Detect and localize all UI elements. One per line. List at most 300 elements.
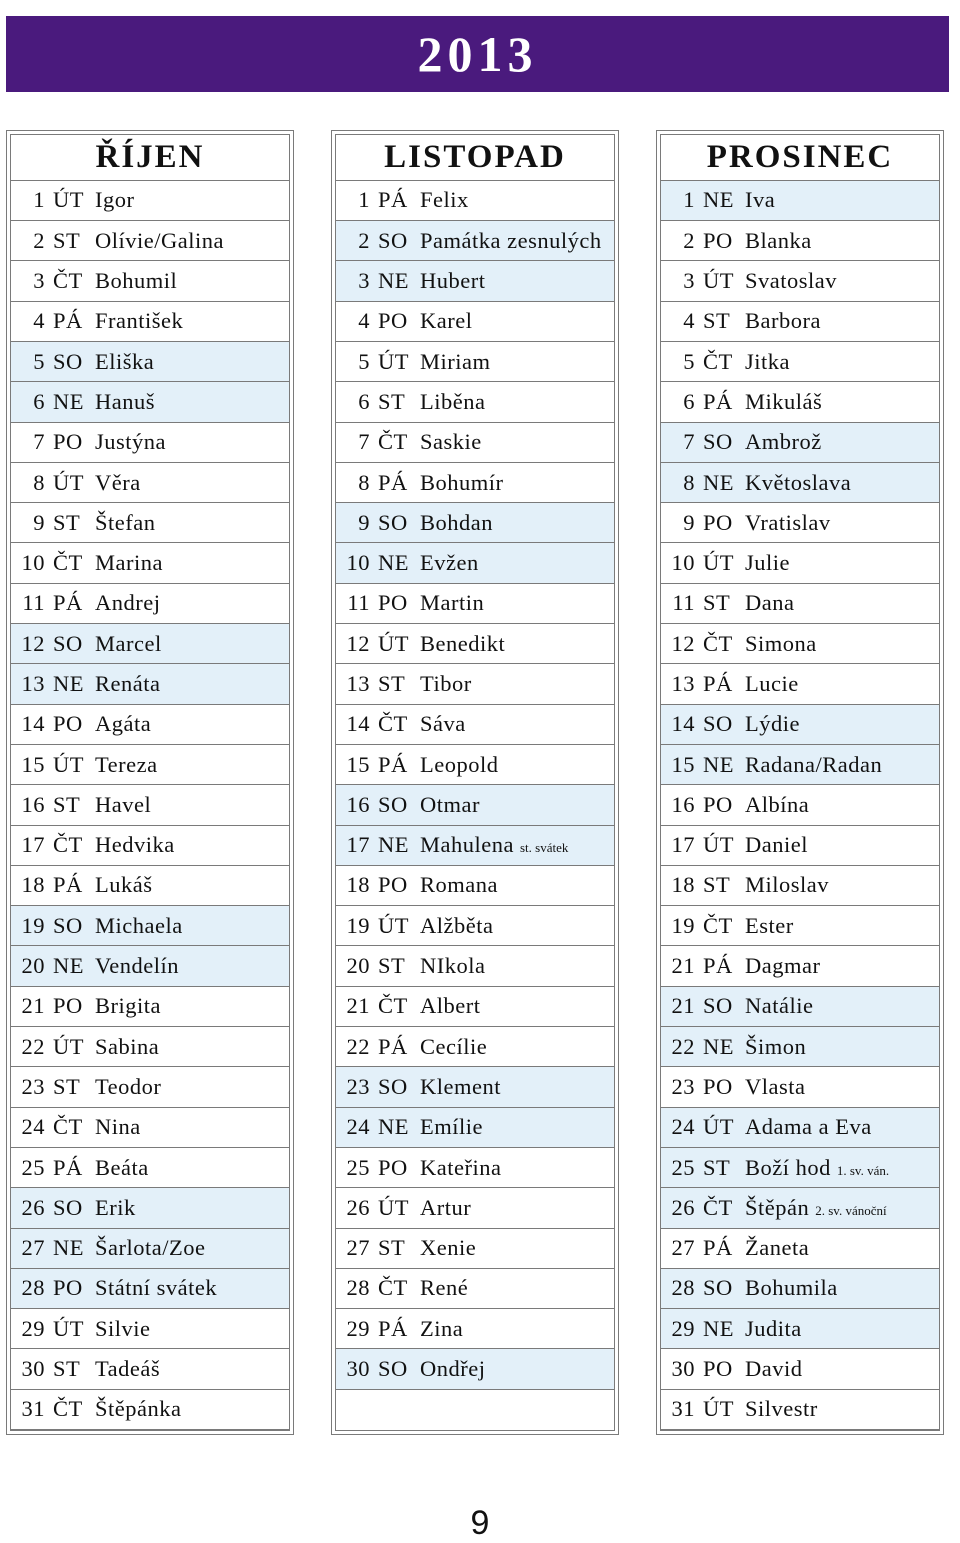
- day-number: 24: [671, 1114, 695, 1140]
- name-day: [745, 187, 939, 213]
- name-day: [95, 711, 289, 737]
- weekday-abbreviation: ÚT: [53, 469, 84, 495]
- weekday-abbreviation: ČT: [378, 1275, 408, 1301]
- day-number: 23: [671, 1073, 695, 1099]
- day-row: [336, 342, 614, 382]
- day-row: [336, 1148, 614, 1188]
- day-row: [661, 261, 939, 301]
- name-day: [745, 792, 939, 818]
- name-day-text: Judita: [745, 1315, 802, 1341]
- name-day-text: Sabina: [95, 1033, 160, 1059]
- weekday-abbreviation: ÚT: [703, 550, 734, 576]
- name-day: [420, 470, 614, 496]
- weekday-abbreviation: NE: [378, 1114, 409, 1140]
- weekday-abbreviation: PO: [53, 993, 83, 1019]
- weekday-abbreviation: ST: [53, 1073, 81, 1099]
- day-number: 28: [21, 1275, 45, 1301]
- day-number: 27: [346, 1235, 370, 1261]
- weekday-abbreviation: NE: [703, 469, 734, 495]
- day-row: [661, 463, 939, 503]
- day-number: 10: [671, 550, 695, 576]
- weekday-abbreviation: ÚT: [378, 1194, 409, 1220]
- name-day-text: Lýdie: [745, 711, 800, 737]
- weekday-abbreviation: ČT: [703, 912, 733, 938]
- weekday-abbreviation: ST: [53, 227, 81, 253]
- weekday-abbreviation: PO: [703, 227, 733, 253]
- weekday-abbreviation: PÁ: [378, 751, 408, 777]
- weekday-abbreviation: PÁ: [378, 187, 408, 213]
- day-number: 2: [358, 227, 370, 253]
- day-number: 25: [346, 1154, 370, 1180]
- name-day-text: Štefan: [95, 509, 156, 535]
- day-number: 31: [21, 1396, 45, 1422]
- day-row: [661, 1349, 939, 1389]
- name-day: [95, 1316, 289, 1342]
- name-day: [745, 711, 939, 737]
- name-day: [95, 349, 289, 375]
- name-day: [420, 187, 614, 213]
- day-row: [661, 1027, 939, 1067]
- day-number: 12: [671, 630, 695, 656]
- month-title: ŘÍJEN: [11, 135, 289, 181]
- name-day-text: Ester: [745, 912, 794, 938]
- weekday-abbreviation: ÚT: [703, 1396, 734, 1422]
- name-day: [95, 1034, 289, 1060]
- name-day-text: Silvestr: [745, 1396, 818, 1422]
- name-day-text: Felix: [420, 187, 469, 213]
- page-number: 9: [470, 1504, 490, 1542]
- name-day-text: Jitka: [745, 348, 790, 374]
- day-number: 22: [21, 1033, 45, 1059]
- weekday-abbreviation: ST: [378, 1235, 406, 1261]
- day-row: [336, 423, 614, 463]
- day-number: 30: [671, 1356, 695, 1382]
- weekday-abbreviation: PO: [53, 711, 83, 737]
- day-row: [11, 1188, 289, 1228]
- day-number: 14: [671, 711, 695, 737]
- day-number: 23: [346, 1073, 370, 1099]
- day-number: 7: [358, 429, 370, 455]
- name-day-text: Saskie: [420, 429, 482, 455]
- day-row: [661, 906, 939, 946]
- day-row: [336, 866, 614, 906]
- day-row: [336, 181, 614, 221]
- name-day-text: Leopold: [420, 751, 499, 777]
- name-day-text: Andrej: [95, 590, 161, 616]
- weekday-abbreviation: ČT: [53, 550, 83, 576]
- weekday-abbreviation: PÁ: [53, 1154, 83, 1180]
- day-number: 21: [671, 993, 695, 1019]
- name-day: [420, 913, 614, 939]
- name-day-text: Mikuláš: [745, 388, 823, 414]
- day-number: 23: [21, 1073, 45, 1099]
- name-day-text: Žaneta: [745, 1235, 810, 1261]
- weekday-abbreviation: PO: [378, 1154, 408, 1180]
- name-day: [745, 1275, 939, 1301]
- day-row: [336, 1188, 614, 1228]
- name-day: [95, 1396, 289, 1422]
- name-day: [95, 1195, 289, 1221]
- weekday-abbreviation: SO: [378, 1073, 408, 1099]
- name-day: [745, 349, 939, 375]
- weekday-abbreviation: NE: [703, 1033, 734, 1059]
- name-day-text: Romana: [420, 872, 498, 898]
- month-column-december: [656, 130, 944, 1435]
- name-day-text: Miriam: [420, 348, 491, 374]
- weekday-abbreviation: SO: [378, 1356, 408, 1382]
- day-row: [661, 1108, 939, 1148]
- name-day-text: Bohumil: [95, 268, 178, 294]
- name-day: [420, 389, 614, 415]
- name-day: [420, 349, 614, 375]
- weekday-abbreviation: ST: [703, 308, 731, 334]
- day-number: 21: [671, 953, 695, 979]
- day-row: [336, 906, 614, 946]
- day-row: [11, 785, 289, 825]
- day-number: 10: [346, 550, 370, 576]
- name-day-text: Kateřina: [420, 1154, 502, 1180]
- day-number: 27: [21, 1235, 45, 1261]
- day-number: 4: [33, 308, 45, 334]
- day-number: 26: [21, 1194, 45, 1220]
- day-row: [661, 423, 939, 463]
- day-row: [11, 705, 289, 745]
- day-row: [661, 745, 939, 785]
- weekday-abbreviation: ÚT: [53, 187, 84, 213]
- day-row: [11, 1309, 289, 1349]
- weekday-abbreviation: ČT: [703, 348, 733, 374]
- name-day-text: Otmar: [420, 791, 480, 817]
- name-day: [420, 993, 614, 1019]
- day-row: [661, 1067, 939, 1107]
- weekday-abbreviation: ČT: [703, 1194, 733, 1220]
- day-number: 18: [671, 872, 695, 898]
- weekday-abbreviation: ČT: [53, 832, 83, 858]
- name-day: [95, 187, 289, 213]
- name-day: [420, 752, 614, 778]
- day-row: [661, 543, 939, 583]
- day-number: 24: [21, 1114, 45, 1140]
- name-day-text: Igor: [95, 187, 135, 213]
- day-number: 31: [671, 1396, 695, 1422]
- name-day-text: Zina: [420, 1315, 464, 1341]
- name-day: [745, 1235, 939, 1261]
- weekday-abbreviation: NE: [53, 671, 84, 696]
- name-day: [745, 510, 939, 536]
- holiday-note: 2. sv. vánoční: [815, 1202, 887, 1218]
- weekday-abbreviation: NE: [378, 268, 409, 294]
- weekday-abbreviation: NE: [53, 388, 84, 414]
- name-day: [95, 1114, 289, 1140]
- name-day: [745, 429, 939, 455]
- day-number: 22: [346, 1033, 370, 1059]
- name-day-text: Květoslava: [745, 469, 852, 495]
- day-number: 20: [21, 953, 45, 979]
- day-row: [661, 1229, 939, 1269]
- name-day: [745, 550, 939, 576]
- name-day-text: Brigita: [95, 993, 161, 1019]
- name-day-text: Daniel: [745, 832, 808, 858]
- name-day-text: Natálie: [745, 993, 814, 1019]
- weekday-abbreviation: ÚT: [378, 912, 409, 938]
- name-day: [95, 510, 289, 536]
- name-day-text: Vratislav: [745, 509, 831, 535]
- day-list: [11, 181, 289, 1430]
- name-day-text: Hedvika: [95, 832, 175, 858]
- day-row: [11, 1269, 289, 1309]
- name-day: [420, 550, 614, 576]
- name-day-text: René: [420, 1275, 469, 1301]
- name-day-text: Liběna: [420, 388, 486, 414]
- name-day-text: Erik: [95, 1194, 136, 1220]
- weekday-abbreviation: SO: [53, 912, 83, 938]
- weekday-abbreviation: SO: [703, 1275, 733, 1301]
- empty-row: [336, 1390, 614, 1430]
- day-row: [336, 584, 614, 624]
- name-day: [420, 268, 614, 294]
- day-row: [336, 1269, 614, 1309]
- day-number: 12: [346, 630, 370, 656]
- name-day: [420, 1034, 614, 1060]
- day-number: 29: [21, 1315, 45, 1341]
- name-day-text: Svatoslav: [745, 268, 837, 294]
- day-row: [11, 543, 289, 583]
- name-day: [95, 228, 289, 254]
- day-row: [11, 382, 289, 422]
- day-number: 11: [22, 590, 45, 616]
- day-row: [661, 1269, 939, 1309]
- weekday-abbreviation: ST: [378, 388, 406, 414]
- weekday-abbreviation: PO: [53, 429, 83, 455]
- day-number: 15: [346, 751, 370, 777]
- day-row: [336, 987, 614, 1027]
- name-day: [95, 389, 289, 415]
- day-row: [11, 664, 289, 704]
- day-row: [661, 342, 939, 382]
- day-number: 14: [21, 711, 45, 737]
- day-number: 26: [671, 1194, 695, 1220]
- name-day-text: Dana: [745, 590, 795, 616]
- weekday-abbreviation: NE: [703, 751, 734, 777]
- name-day: [420, 228, 614, 254]
- weekday-abbreviation: SO: [378, 509, 408, 535]
- day-list: [661, 181, 939, 1430]
- day-number: 19: [21, 912, 45, 938]
- name-day: [745, 268, 939, 294]
- day-number: 16: [671, 791, 695, 817]
- day-number: 1: [683, 187, 695, 213]
- name-day-text: Mahulena: [420, 832, 514, 858]
- weekday-abbreviation: PÁ: [703, 388, 733, 414]
- name-day: [95, 1235, 289, 1261]
- weekday-abbreviation: PO: [703, 509, 733, 535]
- name-day: [95, 429, 289, 455]
- name-day-text: David: [745, 1356, 803, 1382]
- name-day-text: Michaela: [95, 912, 183, 938]
- day-row: [336, 261, 614, 301]
- weekday-abbreviation: PÁ: [378, 1315, 408, 1341]
- name-day: [95, 872, 289, 898]
- weekday-abbreviation: PO: [703, 1073, 733, 1099]
- name-day-text: Vendelín: [95, 953, 179, 979]
- day-number: 18: [21, 872, 45, 898]
- name-day: [95, 832, 289, 858]
- day-row: [11, 1390, 289, 1430]
- weekday-abbreviation: PÁ: [53, 308, 83, 334]
- day-number: 15: [671, 751, 695, 777]
- name-day: [420, 872, 614, 898]
- weekday-abbreviation: ČT: [703, 630, 733, 656]
- day-number: 1: [33, 187, 45, 213]
- weekday-abbreviation: PÁ: [53, 590, 83, 616]
- day-row: [661, 1390, 939, 1430]
- name-day: [95, 470, 289, 496]
- day-number: 25: [21, 1154, 45, 1180]
- day-row: [11, 261, 289, 301]
- weekday-abbreviation: PO: [378, 590, 408, 616]
- weekday-abbreviation: PO: [703, 1356, 733, 1382]
- day-row: [11, 946, 289, 986]
- day-row: [336, 826, 614, 866]
- day-number: 6: [33, 388, 45, 414]
- day-row: [11, 987, 289, 1027]
- day-number: 5: [683, 348, 695, 374]
- name-day-text: Cecílie: [420, 1033, 488, 1059]
- day-number: 9: [683, 509, 695, 535]
- day-number: 20: [346, 953, 370, 979]
- day-number: 4: [358, 308, 370, 334]
- name-day: [420, 1195, 614, 1221]
- day-number: 24: [346, 1114, 370, 1140]
- day-number: 5: [358, 348, 370, 374]
- weekday-abbreviation: ČT: [378, 993, 408, 1019]
- month-column-november: [331, 130, 619, 1435]
- name-day-text: Barbora: [745, 308, 821, 334]
- weekday-abbreviation: SO: [53, 1194, 83, 1220]
- name-day: [745, 671, 939, 697]
- name-day: [745, 993, 939, 1019]
- weekday-abbreviation: ČT: [53, 1114, 83, 1140]
- holiday-note: 1. sv. ván.: [836, 1162, 890, 1178]
- weekday-abbreviation: ST: [703, 590, 731, 616]
- day-row: [11, 342, 289, 382]
- weekday-abbreviation: NE: [378, 832, 409, 858]
- weekday-abbreviation: ST: [703, 872, 731, 898]
- name-day: [745, 1114, 939, 1140]
- weekday-abbreviation: ÚT: [53, 751, 84, 777]
- name-day-text: Karel: [420, 308, 473, 334]
- day-number: 7: [683, 429, 695, 455]
- day-row: [336, 785, 614, 825]
- name-day: [95, 993, 289, 1019]
- day-row: [661, 624, 939, 664]
- holiday-note: st. svátek: [519, 840, 569, 856]
- day-row: [11, 1027, 289, 1067]
- day-row: [11, 826, 289, 866]
- day-row: [661, 705, 939, 745]
- day-row: [11, 624, 289, 664]
- name-day-text: Miloslav: [745, 872, 830, 898]
- weekday-abbreviation: ST: [53, 509, 81, 535]
- day-row: [336, 503, 614, 543]
- name-day: [745, 631, 939, 657]
- name-day: [95, 792, 289, 818]
- day-number: 19: [671, 912, 695, 938]
- day-row: [336, 1108, 614, 1148]
- name-day: [745, 1074, 939, 1100]
- weekday-abbreviation: SO: [703, 993, 733, 1019]
- name-day-text: Šarlota/Zoe: [95, 1235, 206, 1261]
- day-row: [11, 1148, 289, 1188]
- weekday-abbreviation: NE: [378, 550, 409, 576]
- name-day-text: Dagmar: [745, 953, 821, 979]
- name-day-text: Renáta: [95, 671, 161, 696]
- day-number: 5: [33, 348, 45, 374]
- day-number: 8: [358, 469, 370, 495]
- day-number: 29: [346, 1315, 370, 1341]
- name-day: [420, 711, 614, 737]
- name-day-text: Ondřej: [420, 1356, 486, 1382]
- day-number: 4: [683, 308, 695, 334]
- name-day: [745, 1356, 939, 1382]
- day-number: 14: [346, 711, 370, 737]
- month-title: PROSINEC: [661, 135, 939, 181]
- name-day-text: Klement: [420, 1073, 501, 1099]
- name-day-text: NIkola: [420, 953, 486, 979]
- day-row: [661, 785, 939, 825]
- weekday-abbreviation: PO: [378, 308, 408, 334]
- day-row: [661, 1309, 939, 1349]
- day-number: 6: [358, 388, 370, 414]
- day-number: 21: [21, 993, 45, 1019]
- name-day: [420, 631, 614, 657]
- name-day: [745, 1195, 939, 1221]
- name-day-text: Vlasta: [745, 1073, 806, 1099]
- name-day: [95, 1356, 289, 1382]
- name-day: [95, 671, 289, 697]
- day-number: 17: [671, 832, 695, 858]
- day-number: 17: [21, 832, 45, 858]
- weekday-abbreviation: ST: [53, 1356, 81, 1382]
- name-day: [95, 590, 289, 616]
- name-day: [95, 913, 289, 939]
- name-day-text: Simona: [745, 630, 817, 656]
- name-day-text: Věra: [95, 469, 141, 495]
- name-day: [420, 1235, 614, 1261]
- day-row: [336, 624, 614, 664]
- day-row: [11, 1349, 289, 1389]
- name-day-text: Šimon: [745, 1033, 807, 1059]
- name-day-text: Státní svátek: [95, 1275, 218, 1301]
- name-day-text: Bohumila: [745, 1275, 838, 1301]
- name-day-text: Hanuš: [95, 388, 155, 414]
- day-number: 11: [347, 590, 370, 616]
- weekday-abbreviation: PÁ: [703, 671, 733, 696]
- weekday-abbreviation: NE: [703, 1315, 734, 1341]
- name-day-text: Štěpánka: [95, 1396, 182, 1422]
- weekday-abbreviation: PÁ: [53, 872, 83, 898]
- day-number: 16: [21, 791, 45, 817]
- name-day-text: Silvie: [95, 1315, 151, 1341]
- day-number: 28: [346, 1275, 370, 1301]
- day-row: [11, 302, 289, 342]
- name-day: [420, 1316, 614, 1342]
- day-number: 13: [671, 671, 695, 696]
- day-row: [661, 946, 939, 986]
- day-row: [336, 946, 614, 986]
- name-day: [745, 1155, 939, 1181]
- day-number: 3: [358, 268, 370, 294]
